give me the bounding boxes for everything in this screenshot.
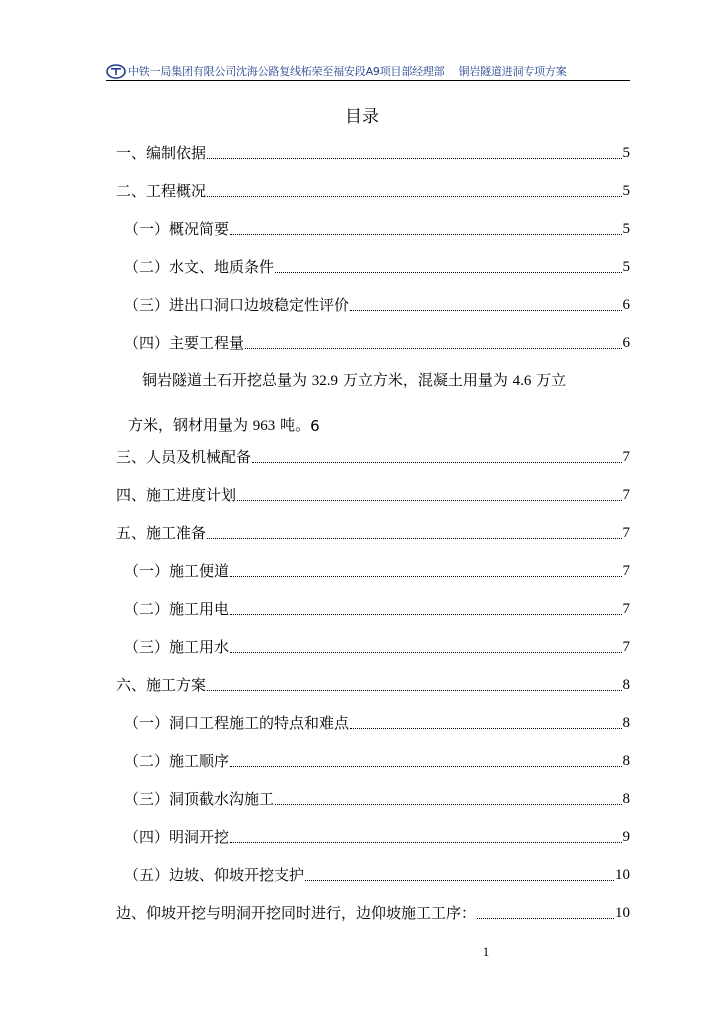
paragraph-text: 铜岩隧道土石开挖总量为 xyxy=(142,371,308,389)
toc-entry-label: 边、仰坡开挖与明洞开挖同时进行，边仰坡施工工序： xyxy=(116,904,477,922)
toc-entry-label: （一）洞口工程施工的特点和难点 xyxy=(124,714,350,732)
dot-leader xyxy=(230,613,621,615)
paragraph-line-2 xyxy=(128,407,630,435)
toc-entry-page: 7 xyxy=(622,449,630,465)
toc-entry-page: 5 xyxy=(622,183,630,199)
toc-entry[interactable] xyxy=(124,211,630,239)
toc-entry-page: 7 xyxy=(622,487,630,503)
paragraph-text: 方米，钢材用量为 xyxy=(128,416,249,434)
toc-entry-label: （四）明洞开挖 xyxy=(124,828,230,846)
dot-leader xyxy=(275,271,621,273)
dot-leader xyxy=(230,765,621,767)
header-doc-title: 铜岩隧道进洞专项方案 xyxy=(458,65,567,78)
toc-entry-label: （二）施工顺序 xyxy=(124,752,230,770)
company-logo-icon xyxy=(106,64,126,79)
toc-entry[interactable] xyxy=(116,667,630,695)
toc-entry[interactable] xyxy=(116,439,630,467)
toc-entry-label: （三）进出口洞口边坡稳定性评价 xyxy=(124,296,350,314)
toc-entry-page: 8 xyxy=(622,753,630,769)
toc-entry-page: 6 xyxy=(622,297,630,313)
toc-entry[interactable] xyxy=(116,135,630,163)
header-text xyxy=(128,63,567,79)
toc-entry[interactable] xyxy=(124,287,630,315)
toc-entry[interactable] xyxy=(124,629,630,657)
toc-entry-label: （一）施工便道 xyxy=(124,562,230,580)
toc-entry-page: 8 xyxy=(622,791,630,807)
toc-entry-page: 10 xyxy=(615,905,630,921)
toc-entry[interactable] xyxy=(124,705,630,733)
toc-entry-label: （三）施工用水 xyxy=(124,638,230,656)
dot-leader xyxy=(207,689,621,691)
toc-entry-page: 7 xyxy=(622,639,630,655)
toc-entry[interactable] xyxy=(124,781,630,809)
toc-entry-label: （一）概况简要 xyxy=(124,220,230,238)
toc-entry-page: 5 xyxy=(622,145,630,161)
dot-leader xyxy=(230,233,621,235)
toc-entry-page: 7 xyxy=(622,525,630,541)
toc-entry-label: （二）施工用电 xyxy=(124,600,230,618)
toc-entry-page: 7 xyxy=(622,563,630,579)
toc-entry[interactable] xyxy=(124,553,630,581)
dot-leader xyxy=(230,841,621,843)
dot-leader xyxy=(252,461,621,463)
toc-entry-label: （五）边坡、仰坡开挖支护 xyxy=(124,866,305,884)
toc-entry[interactable] xyxy=(124,743,630,771)
dot-leader xyxy=(230,575,621,577)
toc-entry-page: 8 xyxy=(622,715,630,731)
toc-entry-label: 五、施工准备 xyxy=(116,524,207,542)
toc-entry-label: （二）水文、地质条件 xyxy=(124,258,275,276)
toc-paragraph-entry[interactable] xyxy=(116,369,630,439)
paragraph-text: 万立方米，混凝土用量为 xyxy=(342,371,508,389)
toc-entry-label: （四）主要工程量 xyxy=(124,334,245,352)
dot-leader xyxy=(207,195,621,197)
toc-entry[interactable] xyxy=(124,325,630,353)
toc-entry-page: 7 xyxy=(622,601,630,617)
dot-leader xyxy=(305,879,614,881)
toc-entry[interactable] xyxy=(116,477,630,505)
paragraph-number: 4.6 xyxy=(512,373,532,389)
toc-entry-page: 9 xyxy=(622,829,630,845)
toc-entry[interactable] xyxy=(116,515,630,543)
toc-entry-page: 6 xyxy=(310,417,320,435)
paragraph-text: 万立 xyxy=(536,371,567,389)
paragraph-number: 32.9 xyxy=(311,373,339,389)
toc-entry-page: 6 xyxy=(622,335,630,351)
toc-entry[interactable] xyxy=(116,895,630,923)
dot-leader xyxy=(207,537,621,539)
toc-entry-page: 5 xyxy=(622,259,630,275)
dot-leader xyxy=(230,651,621,653)
paragraph-text: 吨。 xyxy=(280,416,311,434)
dot-leader xyxy=(477,917,614,919)
toc-title: 目录 xyxy=(345,107,379,127)
toc-entry[interactable] xyxy=(124,857,630,885)
toc-entry-label: 二、工程概况 xyxy=(116,182,207,200)
toc-entry-label: （三）洞顶截水沟施工 xyxy=(124,790,275,808)
toc-entry[interactable] xyxy=(124,591,630,619)
toc-entry-label: 三、人员及机械配备 xyxy=(116,448,252,466)
dot-leader xyxy=(275,803,621,805)
paragraph-text-2 xyxy=(128,414,310,435)
running-header xyxy=(106,62,630,81)
paragraph-line-1 xyxy=(142,369,566,390)
toc-entry[interactable] xyxy=(116,173,630,201)
toc-entry-label: 六、施工方案 xyxy=(116,676,207,694)
paragraph-number: 963 xyxy=(252,418,276,434)
toc-entry-label: 四、施工进度计划 xyxy=(116,486,237,504)
toc-entry[interactable] xyxy=(124,819,630,847)
dot-leader xyxy=(350,309,621,311)
toc-entry-page: 8 xyxy=(622,677,630,693)
page-number: 1 xyxy=(482,944,490,959)
dot-leader xyxy=(245,347,621,349)
dot-leader xyxy=(207,157,621,159)
toc-entry[interactable] xyxy=(124,249,630,277)
header-company: 中铁一局集团有限公司沈海公路复线柘荣至福安段A9项目部经理部 xyxy=(128,65,445,78)
toc-entry-label: 一、编制依据 xyxy=(116,144,207,162)
toc-entry-page: 10 xyxy=(615,867,630,883)
toc-entry-page: 5 xyxy=(622,221,630,237)
dot-leader xyxy=(350,727,621,729)
dot-leader xyxy=(237,499,621,501)
